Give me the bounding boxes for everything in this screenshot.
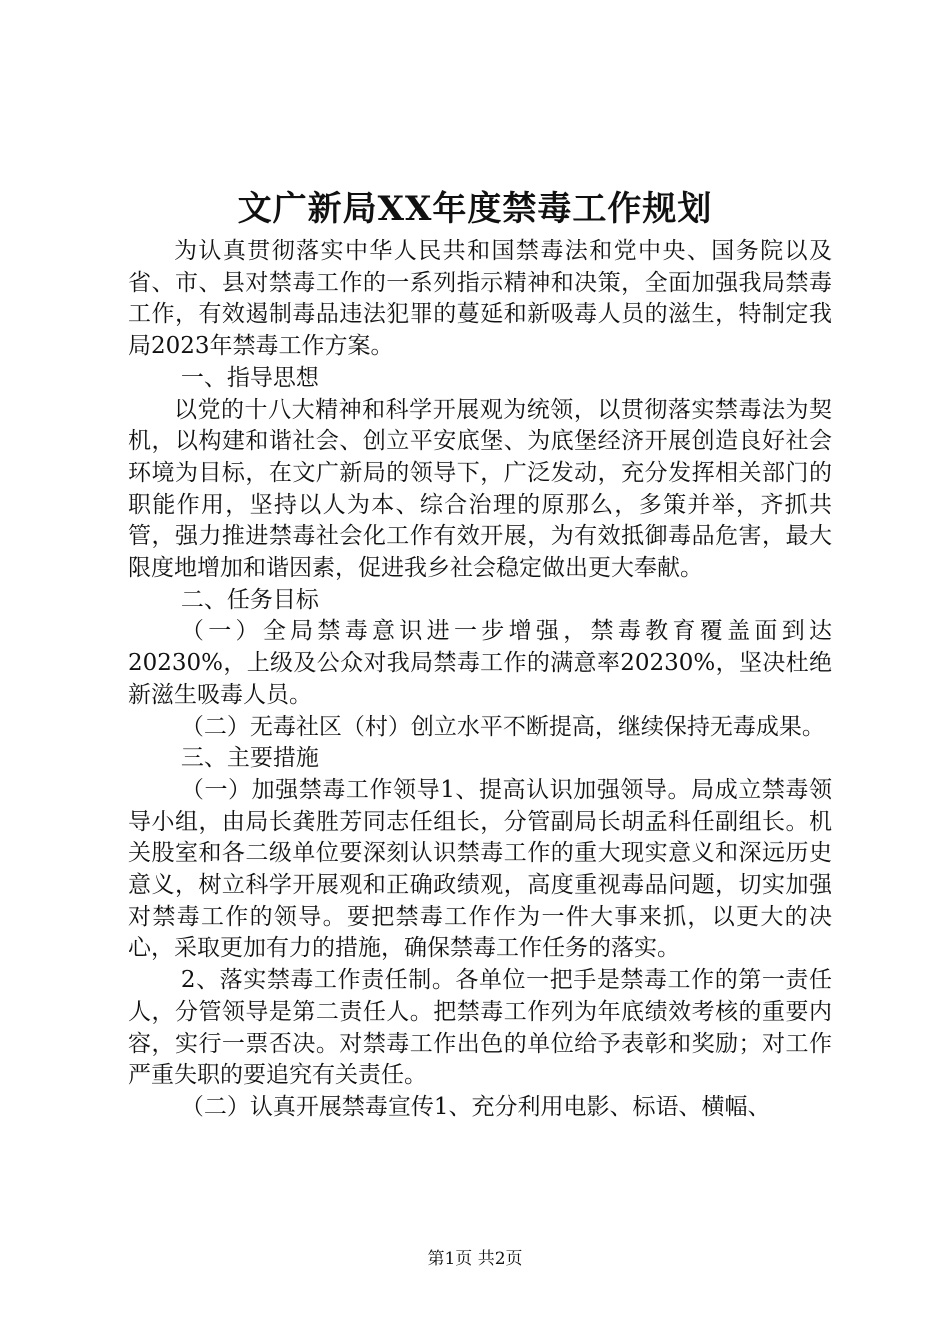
paragraph-measure-1-item-2: 2、落实禁毒工作责任制。各单位一把手是禁毒工作的第一责任人，分管领导是第二责任人。把禁毒工作列为年底绩效考核的重要内容，实行一票否决。对禁毒工作出色的单位给予表彰和奖励；对工作严重失职的要追究有关责任。	[128, 967, 832, 1089]
document-body	[128, 236, 832, 1124]
paragraph-goal-1: （一）全局禁毒意识进一步增强，禁毒教育覆盖面到达20230%，上级及公众对我局禁毒工作的满意率20230%，坚决杜绝新滋生吸毒人员。	[128, 618, 832, 708]
intro-paragraph: 为认真贯彻落实中华人民共和国禁毒法和党中央、国务院以及省、市、县对禁毒工作的一系列指示精神和决策，全面加强我局禁毒工作，有效遏制毒品违法犯罪的蔓延和新吸毒人员的滋生，特制定我局2023年禁毒工作方案。	[128, 238, 832, 360]
section-heading-main-measures: 三、主要措施	[180, 745, 319, 772]
paragraph-goal-2: （二）无毒社区（村）创立水平不断提高，继续保持无毒成果。	[180, 713, 825, 740]
section-heading-task-goals: 二、任务目标	[180, 586, 319, 613]
paragraph-measure-2: （二）认真开展禁毒宣传1、充分利用电影、标语、横幅、	[180, 1093, 771, 1120]
document-title: 文广新局XX年度禁毒工作规划	[237, 189, 713, 229]
paragraph-guiding-thought: 以党的十八大精神和科学开展观为统领，以贯彻落实禁毒法为契机，以构建和谐社会、创立平安底堡、为底堡经济开展创造良好社会环境为目标，在文广新局的领导下，广泛发动，充分发挥相关部门的职能作用，坚持以人为本、综合治理的原那么，多策并举，齐抓共管，强力推进禁毒社会化工作有效开展，为有效抵御毒品危害，最大限度地增加和谐因素，促进我乡社会稳定做出更大奉献。	[128, 396, 832, 582]
paragraph-measure-1: （一）加强禁毒工作领导1、提高认识加强领导。局成立禁毒领导小组，由局长龚胜芳同志任组长，分管副局长胡孟科任副组长。机关股室和各二级单位要深刻认识禁毒工作的重大现实意义和深远历史意义，树立科学开展观和正确政绩观，高度重视毒品问题，切实加强对禁毒工作的领导。要把禁毒工作作为一件大事来抓，以更大的决心，采取更加有力的措施，确保禁毒工作任务的落实。	[128, 776, 832, 962]
page-footer: 第1页 共2页	[427, 1249, 523, 1269]
section-heading-guiding-thought: 一、指导思想	[180, 364, 319, 391]
